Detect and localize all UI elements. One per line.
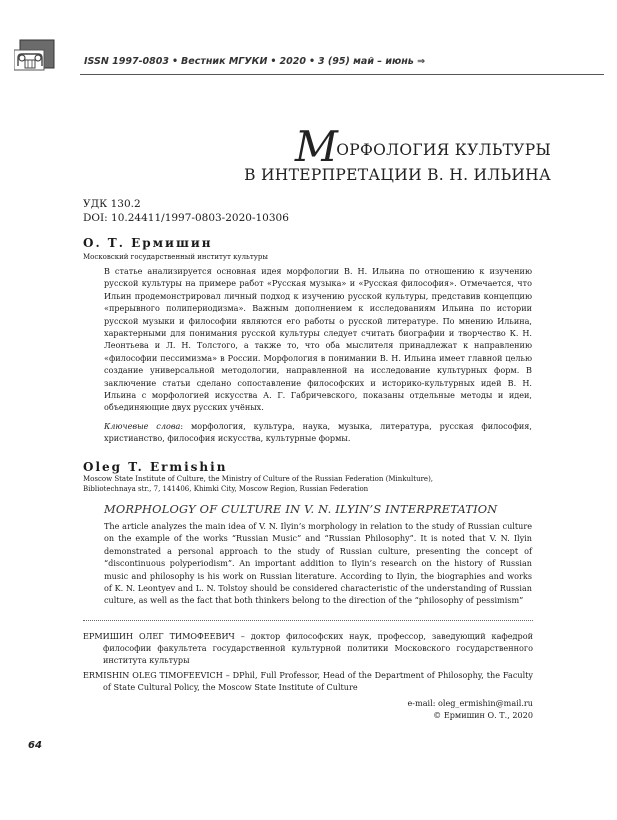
journal-name: Вестник МГУКИ [181, 56, 268, 67]
author-bio-ru [83, 630, 533, 666]
abstract-en: The article analyzes the main idea of V. N. Ilyin’s morphology in relation to the study of Russian culture on the example of the works “Russian Music” and “Russian Philosophy”. It is noted that V. N. Ilyin demonstrated a personal approach to the study of Russian culture, presenting the concept of “discontinuous polyperiodism”. An important addition to Ilyin’s research on the history of Russian music and philosophy is his work on Russian literature. According to Ilyin, the biographies and works of K. N. Leontyev and L. N. Tolstoy should be considered characteristic of the understanding of Russian culture, as well as the fact that both thinkers belong to the direction of the “philosophy of pessimism” [104, 521, 532, 606]
column-capital-logo-icon [14, 36, 58, 72]
year: 2020 [279, 56, 306, 67]
author-name-ru: О. Т. Ермишин [83, 236, 213, 250]
bio-ru-text: ЕРМИШИН ОЛЕГ ТИМОФЕЕВИЧ – доктор философских наук, профессор, заведующий кафедрой философии факультета государственной культурной политики Московского государственного института культуры [83, 631, 533, 665]
page-header [14, 36, 604, 76]
bio-en-text: ERMISHIN OLEG TIMOFEEVICH – DPhil, Full Professor, Head of the Department of Philosophy, the Faculty of State Cultural Policy, the Moscow State Institute of Culture [83, 670, 533, 692]
author-name-en: Oleg T. Ermishin [83, 460, 228, 474]
title-initial: М [294, 122, 339, 171]
keywords-ru [104, 420, 532, 445]
affiliation-ru: Московский государственный институт культуры [83, 253, 268, 261]
contact-info [408, 697, 534, 721]
issue: 3 (95) май – июнь [318, 56, 414, 67]
footnote-divider [83, 620, 533, 621]
keywords-label: Ключевые слова [104, 421, 181, 431]
issn: ISSN 1997-0803 [84, 56, 169, 67]
keywords-text: : морфология, культура, наука, музыка, литература, русская философия, христианство, философия искусства, культурные формы. [104, 421, 532, 444]
page-number: 64 [28, 740, 42, 751]
article-title-en: MORPHOLOGY OF CULTURE IN V. N. ILYIN’S INTERPRETATION [104, 502, 498, 516]
article-meta [83, 197, 289, 225]
title-line2: В ИНТЕРПРЕТАЦИИ В. Н. ИЛЬИНА [244, 166, 551, 184]
udc: УДК 130.2 [83, 198, 141, 210]
copyright: © Ермишин О. Т., 2020 [433, 710, 533, 720]
doi: DOI: 10.24411/1997-0803-2020-10306 [83, 212, 289, 224]
affiliation-en [83, 474, 523, 494]
article-title-ru [244, 122, 551, 184]
affiliation-en-line2: Bibliotechnaya str., 7, 141406, Khimki City, Moscow Region, Russian Federation [83, 485, 369, 493]
affiliation-en-line1: Moscow State Institute of Culture, the Ministry of Culture of the Russian Federation (Minkulture), [83, 475, 434, 483]
journal-header-line: ISSN 1997-0803 • Вестник МГУКИ • 2020 • 3 (95) май – июнь ⇒ [84, 56, 426, 67]
title-line1: ОРФОЛОГИЯ КУЛЬТУРЫ [336, 141, 551, 159]
arrow-right-icon: ⇒ [417, 56, 426, 67]
author-bio-en [83, 669, 533, 693]
abstract-ru: В статье анализируется основная идея морфологии В. Н. Ильина по отношению к изучению русской культуры на примере работ «Русская музыка» и «Русская философия». Отмечается, что Ильин продемонстрировал личный подход к изучению русской культуры, представив концепцию «прерывного полипериодизма». Важным дополнением к исследованиям Ильина по истории русской музыки и философии являются его работы о русской литературе. По мнению Ильина, характерными для понимания русской культуры следует считать биографии и творчество К. Н. Леонтьева и Л. Н. Толстого, а также то, что оба мыслителя принадлежат к направлению «философии пессимизма» в России. Морфология в понимании В. Н. Ильина имеет главной целью создание универсальной методологии, направленной на исследование культурных форм. В заключение статьи сделано сопоставление философских и историко-культурных идей В. Н. Ильина с морфологией искусства А. Г. Габричевского, показаны отдельные методы и идеи, объединяющие двух русских учёных. [104, 266, 532, 413]
header-rule [80, 74, 604, 75]
email[interactable]: e-mail: oleg_ermishin@mail.ru [407, 698, 533, 708]
